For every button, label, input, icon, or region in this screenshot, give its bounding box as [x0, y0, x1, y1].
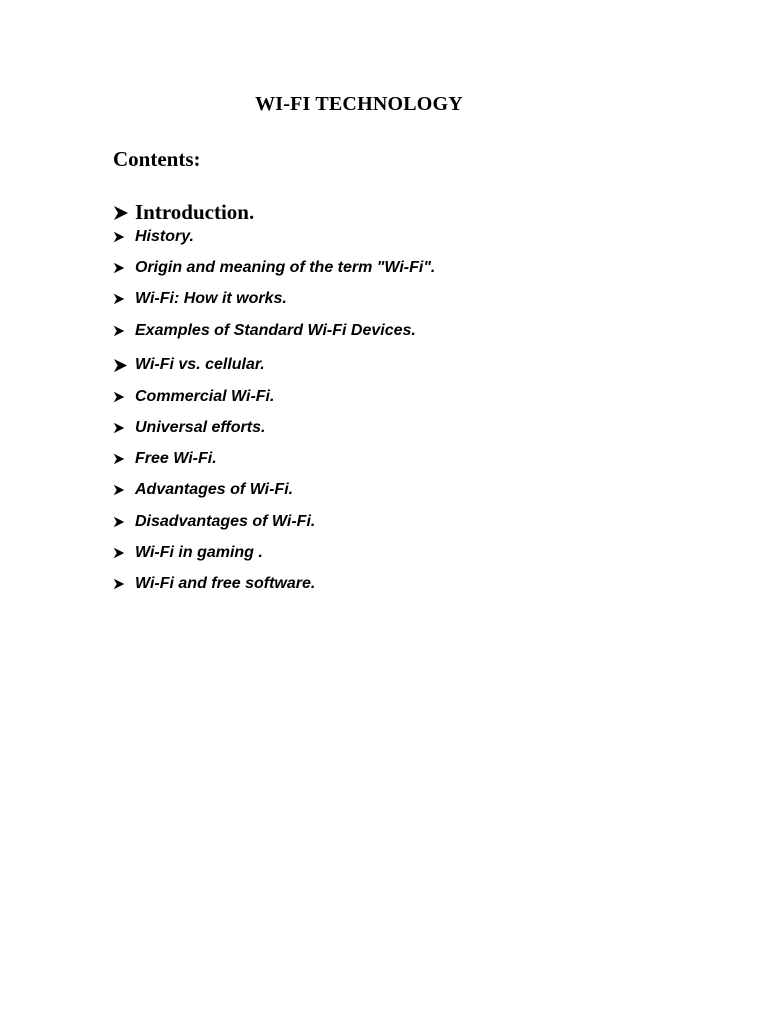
list-item-label: Advantages of Wi-Fi. — [135, 481, 294, 498]
list-item — [113, 290, 287, 308]
list-item-label: Disadvantages of Wi-Fi. — [135, 513, 316, 530]
list-item-label: Wi-Fi vs. cellular. — [135, 356, 265, 373]
arrow-bullet-icon — [113, 325, 135, 337]
arrow-bullet-icon — [113, 358, 135, 373]
list-item — [113, 450, 217, 468]
list-item — [113, 544, 263, 562]
contents-heading: Contents: — [113, 147, 201, 171]
list-item — [113, 513, 315, 531]
arrow-bullet-icon — [113, 293, 135, 305]
list-item — [113, 200, 254, 225]
page-title: WI-FI TECHNOLOGY — [255, 93, 463, 115]
arrow-bullet-icon — [113, 453, 135, 465]
arrow-bullet-icon — [113, 205, 135, 221]
list-item — [113, 481, 293, 499]
list-item-label: Universal efforts. — [135, 419, 266, 436]
list-item — [113, 259, 435, 277]
arrow-bullet-icon — [113, 391, 135, 403]
list-item-label: Free Wi-Fi. — [135, 450, 217, 467]
arrow-bullet-icon — [113, 484, 135, 496]
arrow-bullet-icon — [113, 422, 135, 434]
list-item — [113, 228, 194, 246]
arrow-bullet-icon — [113, 516, 135, 528]
arrow-bullet-icon — [113, 231, 135, 243]
list-item-label: Commercial Wi-Fi. — [135, 388, 275, 405]
arrow-bullet-icon — [113, 578, 135, 590]
list-item-label: Origin and meaning of the term "Wi-Fi". — [135, 259, 436, 276]
list-item-label: Examples of Standard Wi-Fi Devices. — [135, 322, 416, 339]
list-item-label: History. — [135, 228, 194, 245]
arrow-bullet-icon — [113, 262, 135, 274]
arrow-bullet-icon — [113, 547, 135, 559]
list-item — [113, 322, 416, 340]
list-item — [113, 388, 274, 406]
list-item — [113, 575, 315, 593]
list-item — [113, 356, 265, 374]
list-item-label: Wi-Fi and free software. — [135, 575, 316, 592]
list-item — [113, 419, 265, 437]
list-item-label: Introduction. — [135, 200, 255, 224]
list-item-label: Wi-Fi: How it works. — [135, 290, 287, 307]
list-item-label: Wi-Fi in gaming . — [135, 544, 263, 561]
